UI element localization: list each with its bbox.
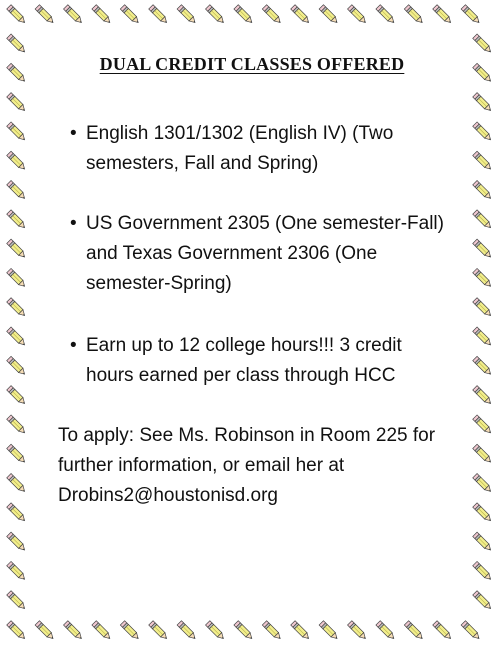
pencil-icon	[7, 239, 27, 259]
pencil-icon	[7, 63, 27, 83]
pencil-icon	[473, 151, 493, 171]
pencil-icon	[473, 503, 493, 523]
pencil-icon	[206, 621, 226, 641]
pencil-icon	[473, 122, 493, 142]
pencil-icon	[473, 34, 493, 54]
pencil-icon	[433, 5, 453, 25]
pencil-icon	[7, 621, 27, 641]
list-item-text: US Government 2305 (One semester-Fall) and Texas Government 2306 (One semester-Spring)	[86, 213, 444, 294]
pencil-icon	[319, 5, 339, 25]
pencil-icon	[473, 63, 493, 83]
pencil-icon	[92, 5, 112, 25]
bullet-dot-icon: •	[70, 213, 77, 234]
pencil-icon	[291, 5, 311, 25]
pencil-icon	[120, 5, 140, 25]
pencil-icon	[348, 5, 368, 25]
pencil-icon	[473, 591, 493, 611]
pencil-icon	[291, 621, 311, 641]
pencil-icon	[348, 621, 368, 641]
pencil-icon	[473, 386, 493, 406]
pencil-icon	[149, 5, 169, 25]
pencil-icon	[7, 151, 27, 171]
pencil-icon	[7, 474, 27, 494]
pencil-icon	[7, 93, 27, 113]
pencil-icon	[7, 561, 27, 581]
list-item-text: English 1301/1302 (English IV) (Two semesters, Fall and Spring)	[86, 123, 394, 174]
flyer-content	[56, 48, 448, 511]
pencil-icon	[7, 210, 27, 230]
pencil-icon	[7, 356, 27, 376]
list-item	[70, 331, 448, 391]
pencil-icon	[120, 621, 140, 641]
pencil-icon	[177, 621, 197, 641]
pencil-icon	[7, 503, 27, 523]
pencil-icon	[461, 621, 481, 641]
pencil-icon	[433, 621, 453, 641]
pencil-icon	[7, 327, 27, 347]
pencil-icon	[376, 5, 396, 25]
pencil-icon	[7, 122, 27, 142]
pencil-icon	[7, 298, 27, 318]
pencil-icon	[473, 444, 493, 464]
pencil-icon	[7, 34, 27, 54]
pencil-icon	[473, 532, 493, 552]
pencil-icon	[473, 210, 493, 230]
pencil-icon	[64, 621, 84, 641]
pencil-icon	[473, 268, 493, 288]
pencil-icon	[7, 386, 27, 406]
pencil-icon	[473, 474, 493, 494]
flyer-title: DUAL CREDIT CLASSES OFFERED	[99, 54, 405, 74]
pencil-icon	[234, 621, 254, 641]
pencil-icon	[7, 181, 27, 201]
pencil-icon	[461, 5, 481, 25]
pencil-icon	[473, 181, 493, 201]
pencil-icon	[473, 356, 493, 376]
list-item	[70, 209, 448, 299]
pencil-icon	[206, 5, 226, 25]
bullet-dot-icon: •	[70, 335, 77, 356]
pencil-icon	[7, 591, 27, 611]
pencil-icon	[473, 561, 493, 581]
pencil-icon	[35, 621, 55, 641]
pencil-icon	[473, 239, 493, 259]
pencil-icon	[234, 5, 254, 25]
apply-instructions: To apply: See Ms. Robinson in Room 225 for further information, or email her at Drobins2@houstonisd.org	[58, 425, 436, 506]
pencil-icon	[404, 5, 424, 25]
pencil-icon	[149, 621, 169, 641]
pencil-icon	[7, 532, 27, 552]
pencil-icon	[7, 5, 27, 25]
pencil-icon	[473, 415, 493, 435]
pencil-icon	[473, 327, 493, 347]
pencil-icon	[376, 621, 396, 641]
pencil-icon	[7, 444, 27, 464]
pencil-icon	[473, 93, 493, 113]
pencil-icon	[7, 268, 27, 288]
pencil-icon	[262, 5, 282, 25]
list-item	[70, 119, 448, 179]
pencil-icon	[64, 5, 84, 25]
list-item-text: Earn up to 12 college hours!!! 3 credit hours earned per class through HCC	[86, 335, 402, 386]
pencil-icon	[319, 621, 339, 641]
bullet-dot-icon: •	[70, 123, 77, 144]
pencil-icon	[7, 415, 27, 435]
pencil-icon	[35, 5, 55, 25]
pencil-icon	[92, 621, 112, 641]
pencil-icon	[404, 621, 424, 641]
pencil-icon	[262, 621, 282, 641]
pencil-icon	[473, 298, 493, 318]
pencil-icon	[177, 5, 197, 25]
class-list	[56, 119, 448, 391]
